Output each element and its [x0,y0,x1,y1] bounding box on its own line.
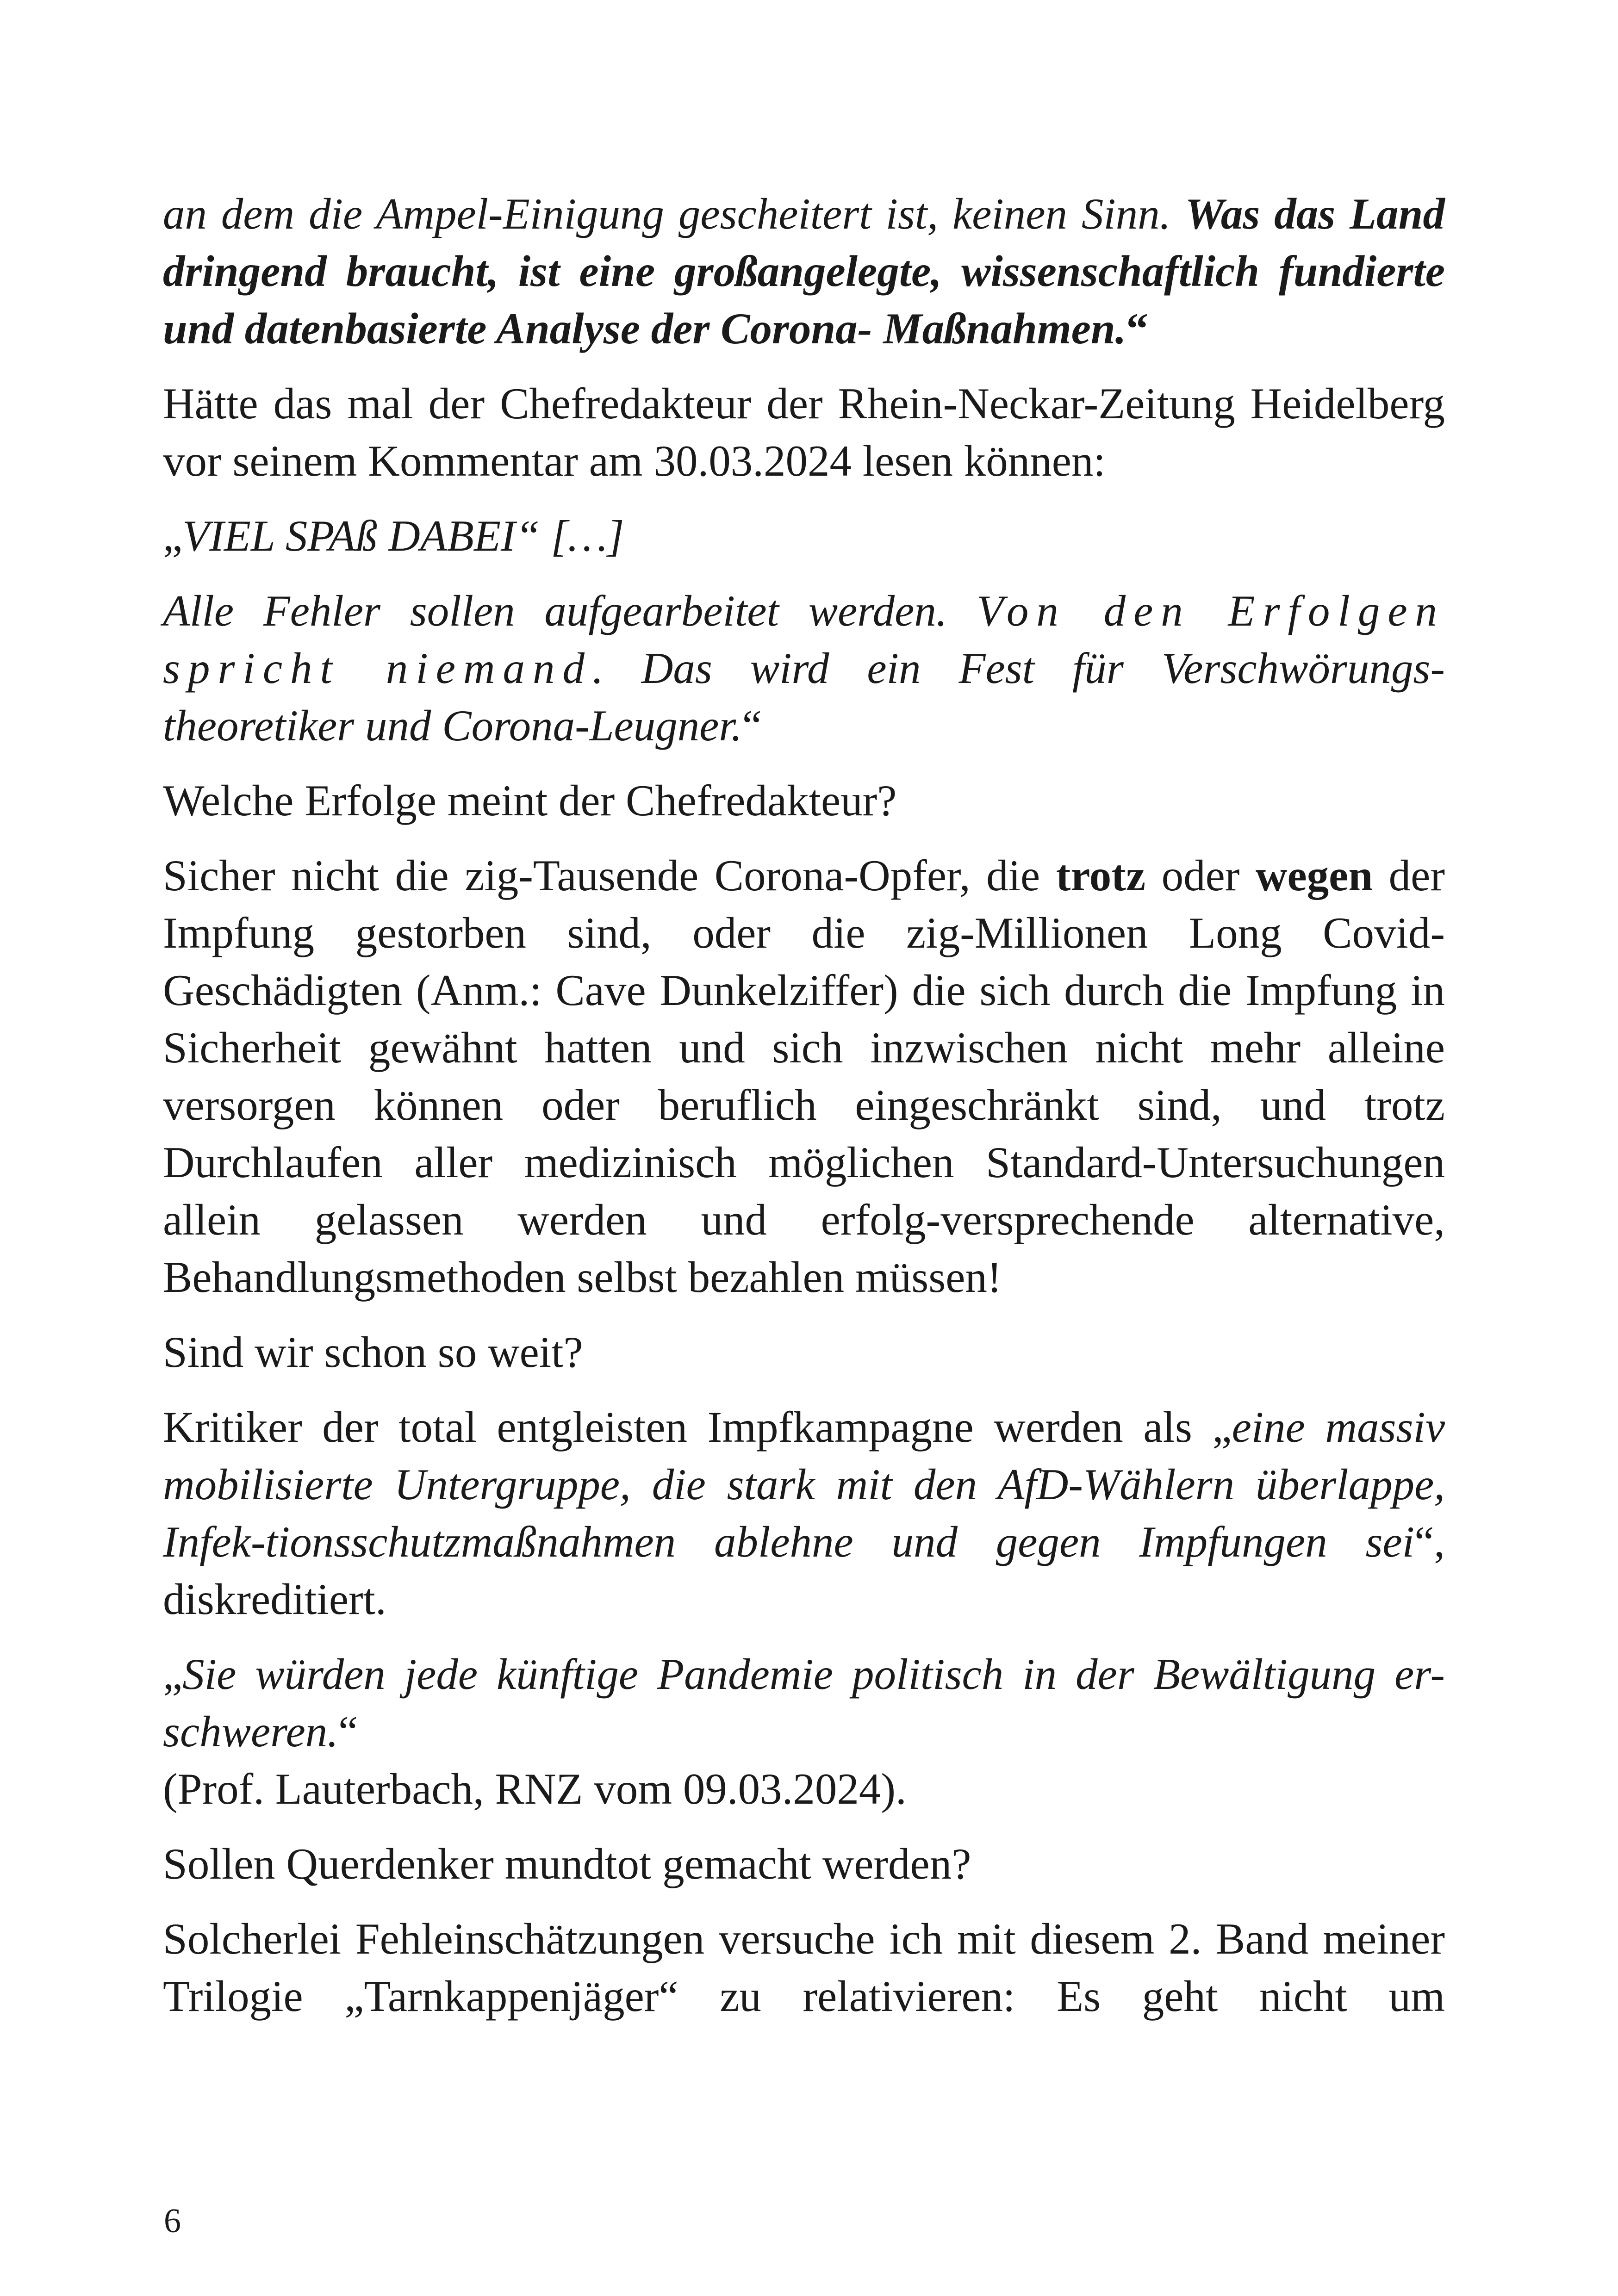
paragraph-text: oder [1145,851,1256,900]
quote-spaced-text: Von den Erfolgen spricht niemand [163,586,1445,693]
paragraph-question-weit [163,1323,1445,1381]
paragraph-trilogie [163,1910,1445,2025]
paragraph-corona-opfer [163,847,1445,1306]
quote-italic-text: Alle Fehler sollen aufgearbeitet werden. [163,586,977,635]
paragraph-question-erfolge [163,772,1445,829]
paragraph-fehler-quote [163,582,1445,754]
paragraph-text: Hätte das mal der Chefredakteur der Rhein-Neckar-Zeitung Heidelberg vor seinem Kommentar am 30.03.2024 lesen können: [163,379,1445,485]
paragraph-ampel-quote [163,185,1445,357]
quote-italic-text: eine massiv mobilisierte Untergruppe, die stark mit den AfD-Wählern überlappe, Infek-tionsschutzmaßnahmen ablehne und gegen Impfungen sei [163,1402,1445,1566]
paragraph-text: Kritiker der total entgleisten Impfkampagne werden als „ [163,1402,1232,1452]
quote-italic-text: Sie würden jede künftige Pandemie politisch in der Bewältigung er-schweren. [163,1650,1445,1756]
paragraph-text: der Impfung gestorben sind, oder die zig-Millionen Long Covid-Geschädigten (Anm.: Cave Dunkelziffer) die sich durch die Impfung in Sicherheit gewähnt hatten und sich inzwischen nicht mehr alleine versorgen können oder beruflich eingeschränkt sind, und trotz Durchlaufen aller medizinisch möglichen Standard-Untersuchungen allein gelassen werden und erfolg-versprechende alternative, Behandlungsmethoden selbst bezahlen müssen! [163,851,1445,1302]
citation-text: (Prof. Lauterbach, RNZ vom 09.03.2024). [163,1764,907,1813]
book-page-body [163,185,1445,2042]
quote-italic-text: an dem die Ampel-Einigung gescheitert ist, keinen Sinn. [163,189,1185,238]
paragraph-text: Sollen Querdenker mundtot gemacht werden? [163,1839,971,1888]
paragraph-text: Sicher nicht die zig-Tausende Corona-Opfer, die [163,851,1056,900]
closing-quote-mark: “ [742,701,762,750]
bold-word-wegen: wegen [1255,851,1373,900]
paragraph-text: Welche Erfolge meint der Chefredakteur? [163,776,897,825]
paragraph-text: Sind wir schon so weit? [163,1328,583,1377]
opening-quote-mark: „ [163,511,183,560]
paragraph-viel-spass [163,507,1445,565]
paragraph-pandemie-quote [163,1645,1445,1760]
bold-word-trotz: trotz [1056,851,1146,900]
closing-quote-mark: “ [338,1707,358,1756]
paragraph-question-querdenker [163,1835,1445,1893]
closing-quote-mark: “ [1126,304,1148,353]
paragraph-text: “, diskreditiert. [163,1517,1445,1624]
paragraph-chefredakteur [163,375,1445,490]
quote-italic-text: VIEL SPAß DABEI“ […] [182,511,624,560]
paragraph-text: Solcherlei Fehleinschätzungen versuche ich mit diesem 2. Band meiner Trilogie „Tarnkappenjäger“ zu relativieren: Es geht nicht um [163,1914,1445,2021]
quote-italic-text: . Das wird ein Fest für Verschwörungs-theoretiker und Corona-Leugner. [163,644,1445,750]
page-number: 6 [164,2202,181,2240]
paragraph-citation [163,1760,1445,1818]
quote-bold-italic-text: Was das Land dringend braucht, ist eine großangelegte, wissenschaftlich fundierte und datenbasierte Analyse der Corona- Maßnahmen. [163,189,1445,353]
opening-quote-mark: „ [163,1650,183,1699]
paragraph-kritiker [163,1398,1445,1628]
